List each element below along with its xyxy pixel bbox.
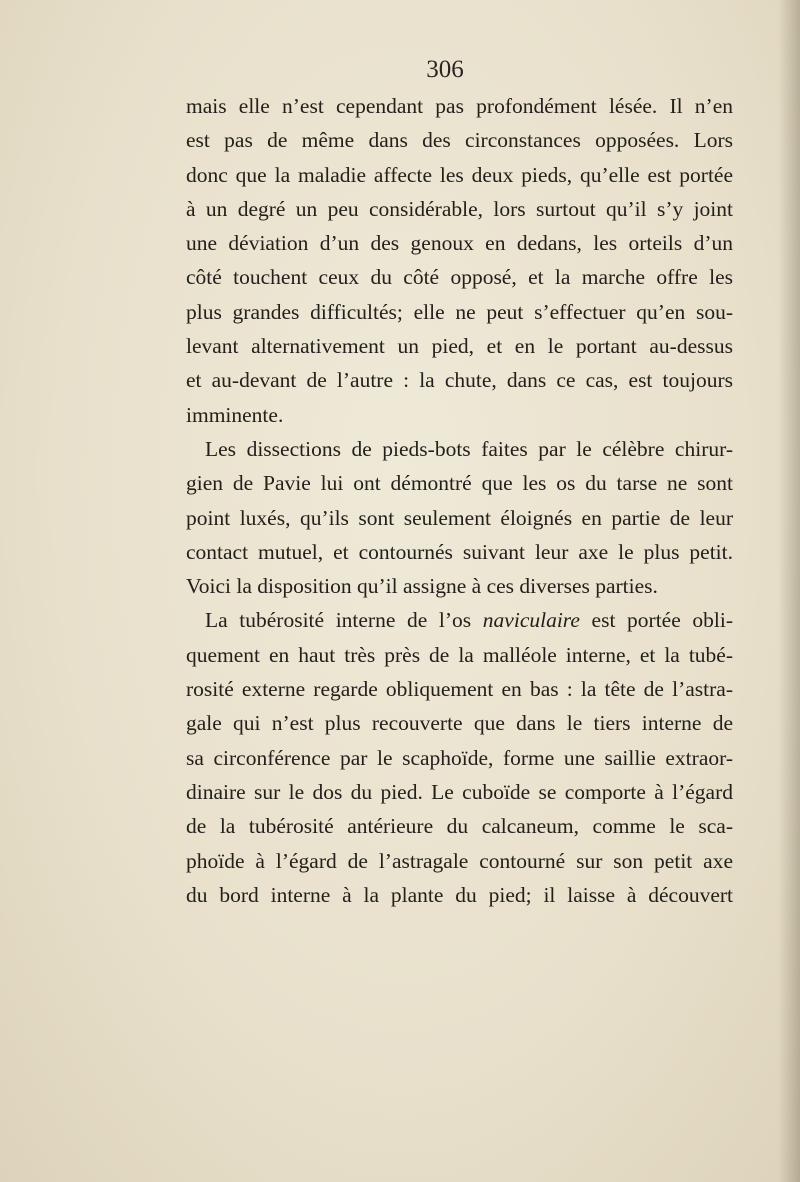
text-line: sa circonférence par le scaphoïde, forme une saillie extraor- [186,745,733,770]
text-line: quement en haut très près de la malléole interne, et la tubé- [186,642,733,667]
italic-term: naviculaire [482,608,580,633]
text-line: du bord interne à la plante du pied; il laisse à découvert [186,882,733,907]
page-edge-shadow [778,0,800,1182]
text-line: plus grandes difficultés; elle ne peut s’effectuer qu’en sou- [186,299,733,324]
text-line: levant alternativement un pied, et en le portant au-dessus [186,334,733,359]
text-line: est pas de même dans des circonstances opposées. Lors [186,128,733,153]
text-line: contact mutuel, et contournés suivant leur axe le plus petit. [186,539,733,564]
text-line: dinaire sur le dos du pied. Le cuboïde se comporte à l’égard [186,779,733,804]
text-line: côté touchent ceux du côté opposé, et la marche offre les [186,265,733,290]
text-line: de la tubérosité antérieure du calcaneum, comme le sca- [186,814,733,839]
text-line: Voici la disposition qu’il assigne à ces diverses parties. [186,574,658,599]
page-number: 306 [426,56,464,83]
text-line: phoïde à l’égard de l’astragale contourné sur son petit axe [186,848,733,873]
text-line: gien de Pavie lui ont démontré que les os du tarse ne sont [186,471,733,496]
text-line: et au-devant de l’autre : la chute, dans ce cas, est toujours [186,368,733,393]
text-line: Les dissections de pieds-bots faites par le célèbre chirur- [205,436,733,461]
text-line: point luxés, qu’ils sont seulement éloignés en partie de leur [186,505,733,530]
text-line: gale qui n’est plus recouverte que dans le tiers interne de [186,711,733,736]
body-text [186,89,733,912]
text-line: mais elle n’est cependant pas profondément lésée. Il n’en [186,94,733,118]
text-line: à un degré un peu considérable, lors surtout qu’il s’y joint [186,196,733,221]
text-line: rosité externe regarde obliquement en bas : la tête de l’astra- [186,677,733,702]
text-line: donc que la maladie affecte les deux pieds, qu’elle est portée [186,162,733,187]
text-line: imminente. [186,402,284,427]
text-line: une déviation d’un des genoux en dedans, les orteils d’un [186,231,733,256]
text-line-with-italic: La tubérosité interne de l’os naviculaire est portée obli- [205,608,733,633]
